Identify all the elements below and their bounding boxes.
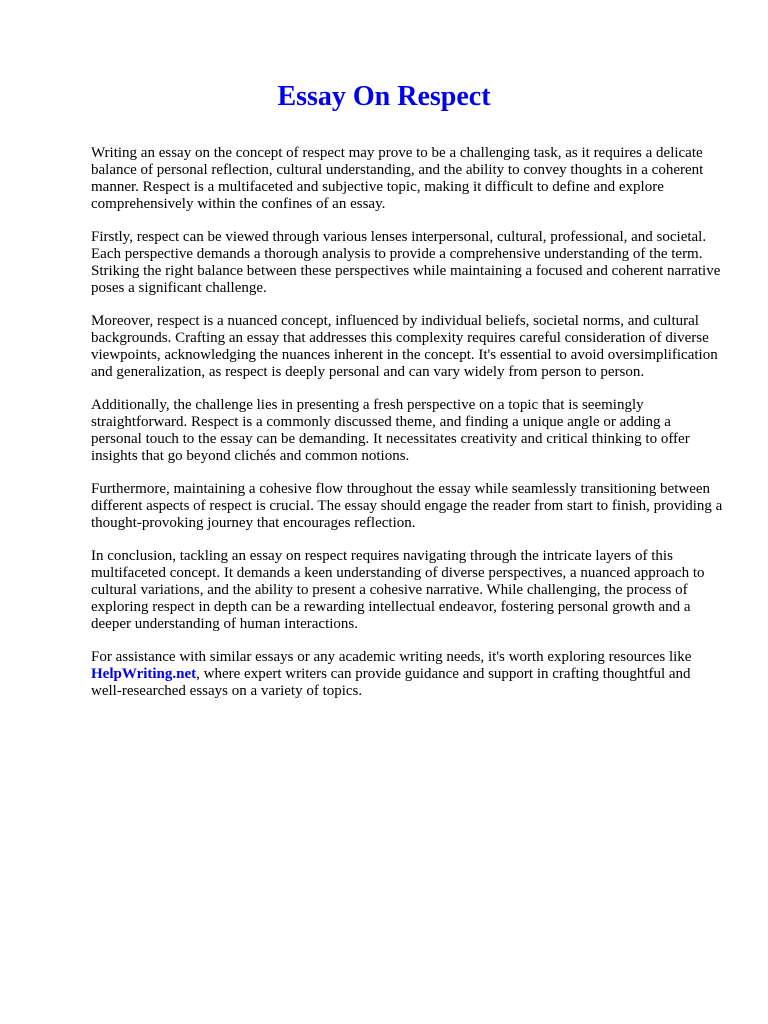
helpwriting-link[interactable]: HelpWriting.net [91,666,197,682]
page-title: Essay On Respect [277,81,491,112]
paragraph-4: Additionally, the challenge lies in presenting a fresh perspective on a topic that is seemingly straightforward. Respect is a commonly discussed theme, and finding a unique angle or adding a personal touch to the essay can be demanding. It necessitates creativity and critical thinking to offer insights that go beyond clichés and common notions. [91,397,690,464]
closing-text-end: , where expert writers can provide guidance and support in crafting thoughtful and well-researched essays on a variety of topics. [91,666,691,699]
closing-paragraph [91,649,725,700]
closing-text-start: For assistance with similar essays or any academic writing needs, it's worth exploring resources like [91,649,692,665]
paragraph-5: Furthermore, maintaining a cohesive flow throughout the essay while seamlessly transitioning between different aspects of respect is crucial. The essay should engage the reader from start to finish, providing a thought-provoking journey that encourages reflection. [91,481,723,531]
paragraph-1: Writing an essay on the concept of respect may prove to be a challenging task, as it requires a delicate balance of personal reflection, cultural understanding, and the ability to convey thoughts in a coherent manner. Respect is a multifaceted and subjective topic, making it difficult to define and explore comprehensively within the confines of an essay. [91,145,704,212]
paragraph-3: Moreover, respect is a nuanced concept, influenced by individual beliefs, societal norms, and cultural backgrounds. Crafting an essay that addresses this complexity requires careful consideration of diverse viewpoints, acknowledging the nuances inherent in the concept. It's essential to avoid oversimplification and generalization, as respect is deeply personal and can vary widely from person to person. [91,313,718,380]
essay-body [91,145,725,716]
paragraph-2: Firstly, respect can be viewed through various lenses interpersonal, cultural, professional, and societal. Each perspective demands a thorough analysis to provide a comprehensive understanding of the term. Striking the right balance between these perspectives while maintaining a focused and coherent narrative poses a significant challenge. [91,229,721,296]
paragraph-6: In conclusion, tackling an essay on respect requires navigating through the intricate layers of this multifaceted concept. It demands a keen understanding of diverse perspectives, a nuanced approach to cultural variations, and the ability to present a cohesive narrative. While challenging, the process of exploring respect in depth can be a rewarding intellectual endeavor, fostering personal growth and a deeper understanding of human interactions. [91,548,705,632]
